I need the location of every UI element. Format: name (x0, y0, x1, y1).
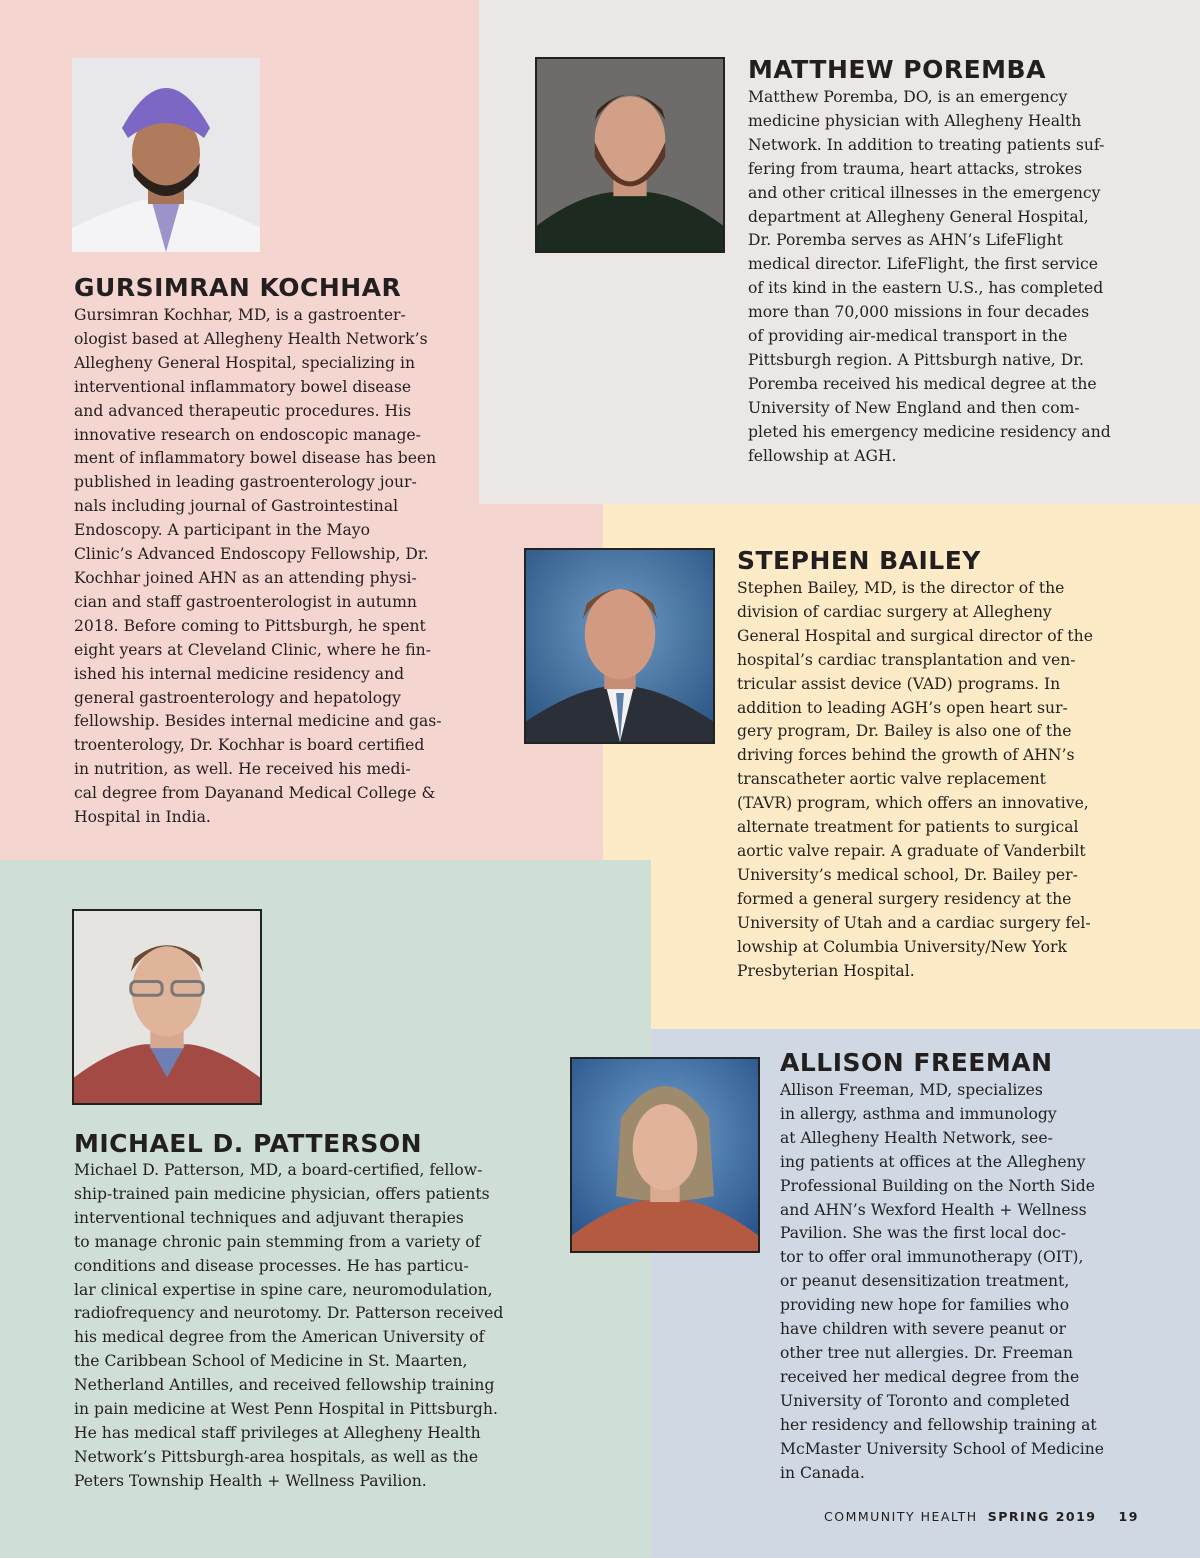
bio-line: of providing air-medical transport in the (748, 327, 1068, 346)
bio-line: Dr. Poremba serves as AHN’s LifeFlight (748, 231, 1063, 250)
bio-line: to manage chronic pain stemming from a variety of (74, 1232, 481, 1251)
bio-line: University of Utah and a cardiac surgery fel- (737, 913, 1091, 932)
kochhar-bio (74, 304, 442, 830)
bio-line: medicine physician with Allegheny Health (748, 111, 1082, 130)
bio-line: her residency and fellowship training at (780, 1415, 1097, 1434)
patterson-bio (74, 1159, 503, 1494)
freeman-bio (780, 1079, 1104, 1485)
kochhar-portrait-photo (72, 58, 260, 252)
bio-line: Pittsburgh region. A Pittsburgh native, Dr. (748, 350, 1084, 369)
bio-line: and AHN’s Wexford Health + Wellness (780, 1200, 1087, 1219)
bio-line: medical director. LifeFlight, the first service (748, 255, 1099, 274)
bio-line: division of cardiac surgery at Allegheny (737, 602, 1052, 621)
bio-line: ship-trained pain medicine physician, offers patients (74, 1184, 490, 1203)
bio-line: Michael D. Patterson, MD, a board-certified, fellow- (74, 1161, 483, 1179)
bio-line: received her medical degree from the (780, 1367, 1080, 1386)
bio-line: fellowship at AGH. (748, 446, 897, 465)
bio-line: tricular assist device (VAD) programs. In (737, 674, 1061, 693)
freeman-portrait-photo (570, 1057, 760, 1253)
bio-line: addition to leading AGH’s open heart sur- (737, 698, 1068, 717)
bio-line: Poremba received his medical degree at the (748, 374, 1097, 393)
bio-line: ing patients at offices at the Allegheny (780, 1152, 1086, 1171)
page-footer (824, 1509, 1139, 1524)
poremba-name: MATTHEW POREMBA (748, 55, 1046, 84)
bio-line: or peanut desensitization treatment, (780, 1272, 1070, 1291)
bio-line: driving forces behind the growth of AHN’s (737, 746, 1075, 765)
bio-line: Matthew Poremba, DO, is an emergency (748, 88, 1068, 106)
bio-line: (TAVR) program, which offers an innovative, (737, 794, 1089, 813)
bio-line: lar clinical expertise in spine care, neuromodulation, (74, 1280, 493, 1299)
bio-line: Gursimran Kochhar, MD, is a gastroenter- (74, 306, 406, 324)
bio-line: Netherland Antilles, and received fellowship training (74, 1376, 495, 1395)
bio-line: Professional Building on the North Side (780, 1176, 1095, 1195)
bio-line: cian and staff gastroenterologist in autumn (74, 592, 417, 611)
bio-line: fellowship. Besides internal medicine and gas- (74, 712, 442, 731)
bio-line: eight years at Cleveland Clinic, where he fin- (74, 640, 431, 659)
bio-line: in nutrition, as well. He received his medi- (74, 760, 411, 779)
bio-line: University’s medical school, Dr. Bailey per- (737, 865, 1078, 884)
bio-line: hospital’s cardiac transplantation and ven- (737, 650, 1076, 669)
bio-line: 2018. Before coming to Pittsburgh, he spent (74, 616, 426, 635)
bio-line: in pain medicine at West Penn Hospital in Pittsburgh. (74, 1400, 498, 1419)
freeman-name: ALLISON FREEMAN (780, 1048, 1053, 1077)
bio-line: Hospital in India. (74, 808, 211, 827)
poremba-portrait-photo (535, 57, 725, 253)
bio-line: of its kind in the eastern U.S., has completed (748, 279, 1104, 298)
bio-line: Stephen Bailey, MD, is the director of the (737, 579, 1065, 597)
page-number: 19 (1118, 1509, 1139, 1524)
bio-line: providing new hope for families who (780, 1296, 1070, 1315)
bio-line: fering from trauma, heart attacks, strokes (748, 159, 1083, 178)
bio-line: conditions and disease processes. He has particu- (74, 1256, 469, 1275)
bio-line: gery program, Dr. Bailey is also one of the (737, 722, 1072, 741)
bio-line: Allegheny General Hospital, specializing in (74, 353, 416, 372)
bio-line: aortic valve repair. A graduate of Vanderbilt (737, 841, 1086, 860)
bio-line: ished his internal medicine residency and (74, 664, 405, 683)
bio-line: pleted his emergency medicine residency and (748, 422, 1111, 441)
bio-line: radiofrequency and neurotomy. Dr. Patterson received (74, 1304, 504, 1323)
bio-line: other tree nut allergies. Dr. Freeman (780, 1343, 1073, 1362)
bio-line: transcatheter aortic valve replacement (737, 770, 1046, 789)
poremba-bio (748, 86, 1111, 469)
bio-line: alternate treatment for patients to surgical (737, 818, 1079, 837)
bio-line: general gastroenterology and hepatology (74, 688, 401, 707)
bio-line: in Canada. (780, 1463, 865, 1482)
bio-line: have children with severe peanut or (780, 1320, 1066, 1339)
bio-line: ologist based at Allegheny Health Network’s (74, 329, 428, 348)
bio-line: Pavilion. She was the first local doc- (780, 1224, 1067, 1243)
bio-line: in allergy, asthma and immunology (780, 1104, 1057, 1123)
bio-line: interventional techniques and adjuvant therapies (74, 1208, 464, 1227)
bailey-bio (737, 577, 1093, 983)
issue-season: SPRING 2019 (987, 1509, 1097, 1524)
bio-line: department at Allegheny General Hospital, (748, 207, 1089, 226)
bailey-name: STEPHEN BAILEY (737, 546, 981, 575)
bailey-portrait-photo (524, 548, 715, 744)
bio-line: interventional inflammatory bowel disease (74, 377, 412, 396)
bio-line: ment of inflammatory bowel disease has been (74, 449, 437, 468)
bio-line: University of Toronto and completed (780, 1391, 1070, 1410)
bio-line: published in leading gastroenterology jour- (74, 473, 417, 492)
bio-line: Network. In addition to treating patients suf- (748, 135, 1105, 154)
bio-line: his medical degree from the American University of (74, 1328, 485, 1347)
bio-line: Clinic’s Advanced Endoscopy Fellowship, Dr. (74, 545, 429, 564)
bio-line: troenterology, Dr. Kochhar is board certified (74, 736, 425, 755)
bio-line: nals including journal of Gastrointestinal (74, 497, 399, 516)
bio-line: He has medical staff privileges at Allegheny Health (74, 1423, 481, 1442)
bio-line: Allison Freeman, MD, specializes (780, 1081, 1043, 1099)
bio-line: Network’s Pittsburgh-area hospitals, as well as the (74, 1447, 479, 1466)
bio-line: McMaster University School of Medicine (780, 1439, 1105, 1458)
bio-line: formed a general surgery residency at the (737, 889, 1072, 908)
bio-line: at Allegheny Health Network, see- (780, 1128, 1053, 1147)
bio-line: Kochhar joined AHN as an attending physi- (74, 568, 417, 587)
publication-name: COMMUNITY HEALTH (824, 1509, 978, 1524)
bio-line: innovative research on endoscopic manage- (74, 425, 421, 444)
bio-line: cal degree from Dayanand Medical College & (74, 784, 436, 803)
bio-line: University of New England and then com- (748, 398, 1080, 417)
kochhar-name: GURSIMRAN KOCHHAR (74, 273, 402, 302)
bio-line: tor to offer oral immunotherapy (OIT), (780, 1248, 1084, 1267)
bio-line: General Hospital and surgical director of the (737, 626, 1093, 645)
bio-line: and advanced therapeutic procedures. His (74, 401, 412, 420)
patterson-portrait-photo (72, 909, 262, 1105)
bio-line: Endoscopy. A participant in the Mayo (74, 521, 370, 540)
bio-line: Presbyterian Hospital. (737, 961, 915, 980)
bio-line: more than 70,000 missions in four decades (748, 303, 1090, 322)
bio-line: lowship at Columbia University/New York (737, 937, 1067, 956)
patterson-name: MICHAEL D. PATTERSON (74, 1129, 423, 1158)
bio-line: and other critical illnesses in the emergency (748, 183, 1101, 202)
bio-line: Peters Township Health + Wellness Pavilion. (74, 1471, 427, 1490)
bio-line: the Caribbean School of Medicine in St. Maarten, (74, 1352, 468, 1371)
